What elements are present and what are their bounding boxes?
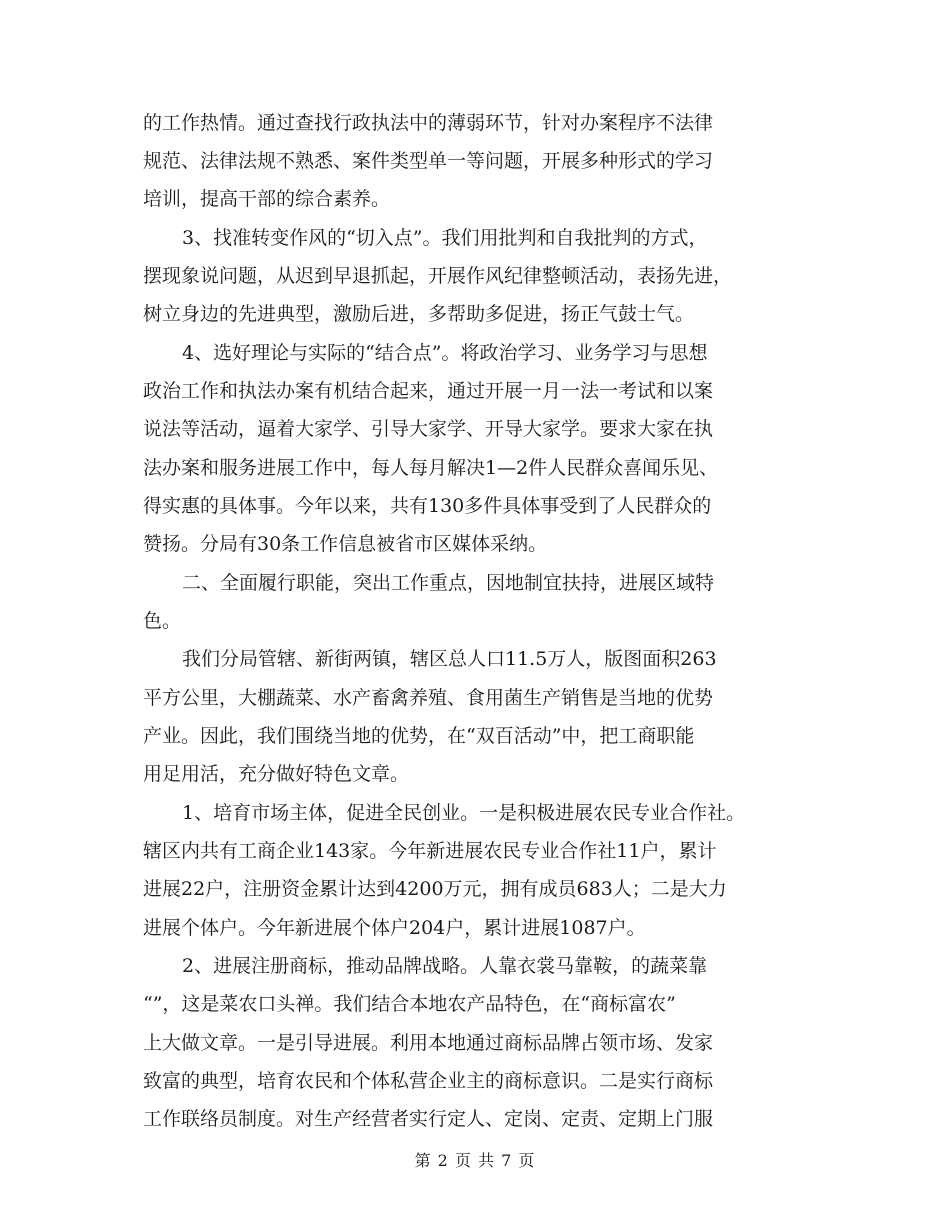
text-line: 规范、法律法规不熟悉、案件类型单一等问题，开展多种形式的学习 [143, 150, 714, 172]
text-line: 法办案和服务进展工作中，每人每月解决1—2件人民群众喜闻乐见、 [143, 457, 719, 479]
text-line: 辖区内共有工商企业143家。今年新进展农民专业合作社11户，累计 [143, 840, 717, 862]
text-line: 产业。因此，我们围绕当地的优势，在“双百活动”中，把工商职能 [143, 725, 695, 747]
text-line: 我们分局管辖、新街两镇，辖区总人口11.5万人，版图面积263 [182, 648, 717, 670]
text-line: 进展个体户。今年新进展个体户204户，累计进展1087户。 [143, 917, 646, 939]
page-number-footer: 第 2 页 共 7 页 [414, 1151, 536, 1170]
text-line: 得实惠的具体事。今年以来，共有130多件具体事受到了人民群众的 [143, 495, 712, 517]
text-line: 致富的典型，培育农民和个体私营企业主的商标意识。二是实行商标 [143, 1070, 714, 1092]
text-line: 赞扬。分局有30条工作信息被省市区媒体采纳。 [143, 533, 548, 555]
text-line: 摆现象说问题，从迟到早退抓起，开展作风纪律整顿活动，表扬先进， [143, 265, 733, 287]
text-line: 进展22户，注册资金累计达到4200万元，拥有成员683人；二是大力 [143, 878, 727, 900]
text-line: 2、进展注册商标，推动品牌战略。人靠衣裳马靠鞍，的蔬菜靠 [182, 955, 708, 977]
section-heading: 二、全面履行职能，突出工作重点，因地制宜扶持，进展区域特 [182, 572, 715, 594]
text-line: 3、找准转变作风的“切入点”。我们用批判和自我批判的方式， [182, 227, 708, 249]
text-line: 上大做文章。一是引导进展。利用本地通过商标品牌占领市场、发家 [143, 1032, 714, 1054]
text-line: 4、选好理论与实际的“结合点”。将政治学习、业务学习与思想 [182, 342, 708, 364]
text-line: 用足用活，充分做好特色文章。 [143, 763, 410, 785]
text-line: 的工作热情。通过查找行政执法中的薄弱环节，针对办案程序不法律 [143, 112, 714, 134]
text-line: 平方公里，大棚蔬菜、水产畜禽养殖、食用菌生产销售是当地的优势 [143, 687, 714, 709]
text-line: 工作联络员制度。对生产经营者实行定人、定岗、定责、定期上门服 [143, 1108, 714, 1130]
text-line: 培训，提高干部的综合素养。 [143, 188, 391, 210]
text-line: 1、培育市场主体，促进全民创业。一是积极进展农民专业合作社。 [182, 802, 746, 824]
text-line: “”，这是菜农口头禅。我们结合本地农产品特色，在“商标富农” [143, 993, 676, 1015]
section-heading: 色。 [143, 610, 182, 632]
text-line: 政治工作和执法办案有机结合起来，通过开展一月一法一考试和以案 [143, 380, 714, 402]
text-line: 说法等活动，逼着大家学、引导大家学、开导大家学。要求大家在执 [143, 418, 714, 440]
text-line: 树立身边的先进典型，激励后进，多帮助多促进，扬正气鼓士气。 [143, 303, 695, 325]
